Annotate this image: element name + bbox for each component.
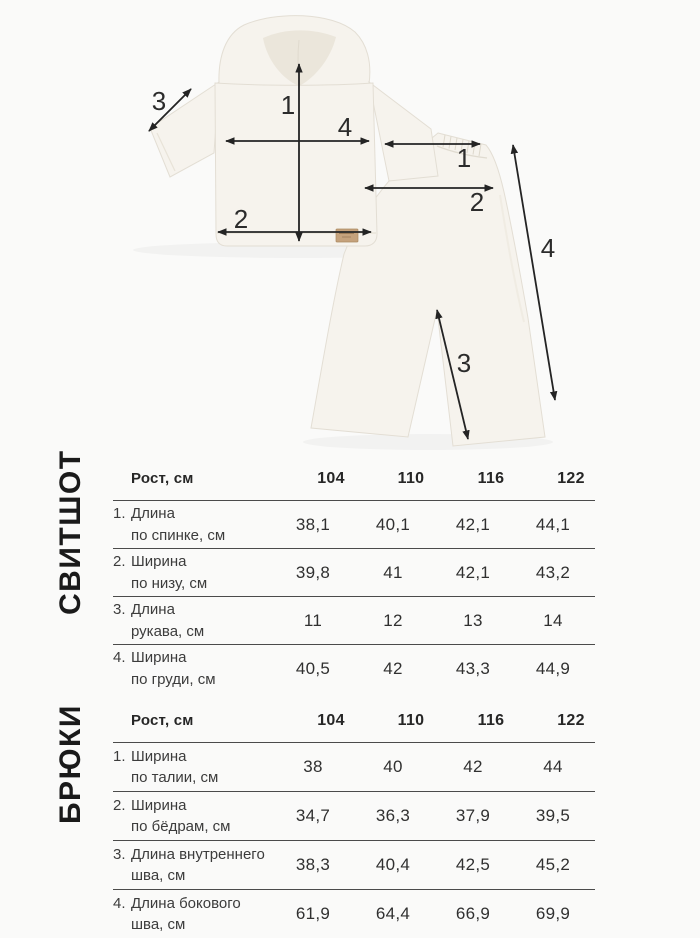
sweatshirt-size-table (113, 458, 595, 692)
pants-hip-label: 2 (469, 187, 485, 217)
pants-side-seam-label: 4 (540, 233, 556, 263)
cell-value: 44,1 (535, 514, 571, 534)
cell-value: 69,9 (535, 904, 571, 923)
sweatshirt-chest-label: 4 (337, 112, 353, 142)
cell-value: 13 (463, 610, 483, 630)
brand-tag (336, 229, 358, 242)
size-column-header: 110 (397, 712, 425, 729)
pants-table-header (113, 700, 595, 742)
cell-value: 11 (303, 610, 323, 630)
cell-value: 41 (383, 562, 403, 582)
size-tables-area (0, 449, 700, 933)
cell-value: 42 (383, 658, 403, 678)
cell-value: 39,5 (535, 806, 571, 825)
cell-value: 45,2 (535, 855, 571, 874)
garment-measurement-diagram (0, 0, 700, 458)
cell-value: 43,3 (455, 658, 491, 678)
height-header-label: Рост, см (131, 712, 194, 730)
cell-value: 14 (543, 610, 563, 630)
row-label: 4. Длина бокового шва, см (113, 894, 241, 933)
row-label: 3. Длина рукава, см (113, 601, 205, 640)
pants-title: БРЮКИ (54, 704, 87, 824)
size-column-header: 104 (317, 470, 345, 487)
table-row (113, 596, 595, 644)
row-label: 2. Ширина по бёдрам, см (113, 796, 231, 835)
table-row (113, 644, 595, 692)
table-row (113, 840, 595, 889)
cell-value: 38,3 (295, 855, 331, 874)
size-column-header: 116 (477, 712, 505, 729)
cell-value: 39,8 (295, 562, 331, 582)
table-row (113, 889, 595, 938)
sweatshirt-hem-label: 2 (233, 204, 249, 234)
sweatshirt-title: СВИТШОТ (54, 449, 87, 615)
cell-value: 64,4 (375, 904, 411, 923)
table-row (113, 742, 595, 791)
cell-value: 42,1 (455, 562, 491, 582)
table-row (113, 548, 595, 596)
pants-inseam-label: 3 (456, 348, 472, 378)
row-label: 4. Ширина по груди, см (113, 649, 216, 688)
cell-value: 44 (543, 757, 563, 776)
cell-value: 40,5 (295, 658, 331, 678)
cell-value: 36,3 (375, 806, 411, 825)
cell-value: 37,9 (455, 806, 491, 825)
cell-value: 40 (383, 757, 403, 776)
size-column-header: 116 (477, 470, 505, 487)
pants-size-table (113, 700, 595, 938)
cell-value: 40,1 (375, 514, 411, 534)
size-column-header: 104 (317, 712, 345, 729)
cell-value: 43,2 (535, 562, 571, 582)
cell-value: 12 (383, 610, 403, 630)
cell-value: 42 (463, 757, 483, 776)
cell-value: 38,1 (295, 514, 331, 534)
cell-value: 42,1 (455, 514, 491, 534)
cell-value: 61,9 (295, 904, 331, 923)
cell-value: 66,9 (455, 904, 491, 923)
sweatshirt-length-label: 1 (280, 90, 296, 120)
cell-value: 38 (303, 757, 323, 776)
height-header-label: Рост, см (131, 470, 194, 488)
table-row (113, 500, 595, 548)
size-column-header: 122 (557, 470, 585, 487)
size-column-header: 122 (557, 712, 585, 729)
cell-value: 34,7 (295, 806, 331, 825)
row-label: 1. Ширина по талии, см (113, 747, 219, 786)
sweatshirt-table-header (113, 458, 595, 500)
sweatshirt-sleeve-label: 3 (151, 86, 167, 116)
pants-waist-label: 1 (456, 143, 472, 173)
table-row (113, 791, 595, 840)
sweatshirt-right-sleeve (369, 82, 438, 181)
row-label: 2. Ширина по низу, см (113, 553, 208, 592)
row-label: 1. Длина по спинке, см (113, 505, 226, 544)
cell-value: 44,9 (535, 658, 571, 678)
size-column-header: 110 (397, 470, 425, 487)
cell-value: 40,4 (375, 855, 411, 874)
row-label: 3. Длина внутреннего шва, см (113, 845, 265, 884)
cell-value: 42,5 (455, 855, 491, 874)
